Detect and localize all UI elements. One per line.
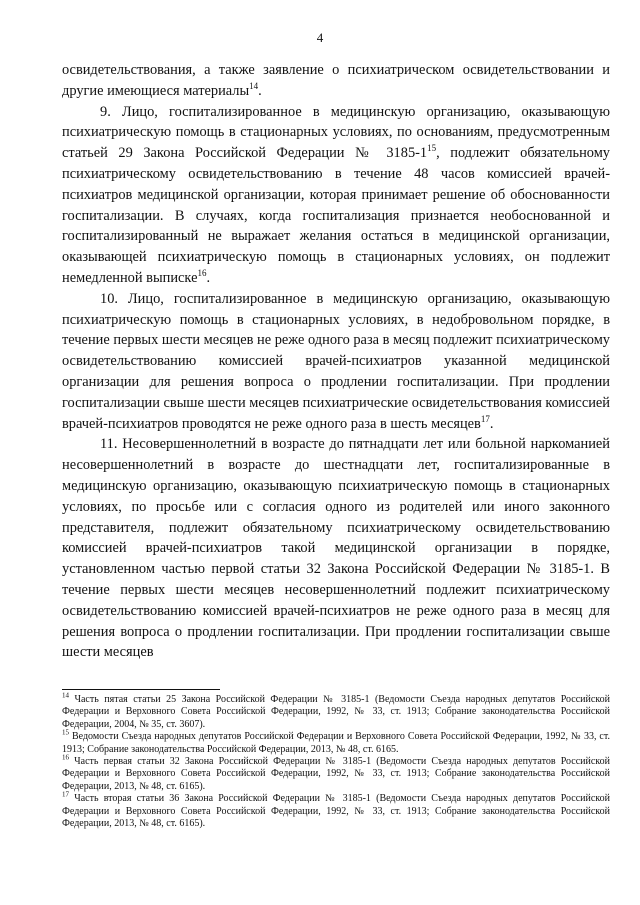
paragraph-10	[62, 289, 610, 435]
paragraph-11	[62, 434, 610, 663]
footnote-16	[62, 753, 610, 793]
footnote-ref-15: 15	[427, 143, 437, 154]
paragraph-text-middle: , подлежит обязательному психиатрическому освидетельствованию в течение 48 часов комиссией врачей-психиатров медицинской организации, которая принимает решение об обоснованности госпитализации. В случаях, когда госпитализация признается необоснованной и госпитализированный не выражает желания остаться в медицинской организации, оказывающей психиатрическую помощь в стационарных условиях, он подлежит немедленной выписке	[62, 145, 610, 286]
footnote-number: 17	[62, 790, 69, 799]
footnote-text: Часть вторая статьи 36 Закона Российской Федерации № 3185-1 (Ведомости Съезда народных депутатов Российской Федерации и Верховного Совета Российской Федерации, 1992, № 33, ст. 1913; Собрание законодательства Российской Федерации, 2013, № 48, ст. 6165).	[62, 793, 610, 830]
footnote-divider	[62, 689, 220, 690]
paragraph-continuation	[62, 60, 610, 102]
footnote-number: 16	[62, 753, 69, 762]
footnote-14	[62, 691, 610, 731]
footnote-number: 15	[62, 728, 69, 737]
footnotes	[62, 691, 610, 830]
footnote-ref-17: 17	[480, 413, 490, 424]
document-body	[62, 60, 610, 663]
footnote-text: Ведомости Съезда народных депутатов Российской Федерации и Верховного Совета Российской Федерации, 1992, № 33, ст. 1913; Собрание законодательства Российской Федерации, 2013, № 48, ст. 6165.	[62, 731, 610, 755]
paragraph-end: .	[206, 269, 211, 286]
paragraph-text: 9. Лицо, госпитализированное в медицинскую организацию, оказывающую психиатрическую помощь в стационарных условиях, по основаниям, предусмотренным статьей 29 Закона Российской Федерации № 3185-1	[62, 103, 610, 162]
footnote-17	[62, 790, 610, 830]
footnote-number: 14	[62, 691, 69, 700]
footnote-ref-14: 14	[249, 81, 259, 91]
paragraph-9	[62, 102, 610, 289]
footnote-text: Часть первая статьи 32 Закона Российской Федерации № 3185-1 (Ведомости Съезда народных депутатов Российской Федерации и Верховного Совета Российской Федерации, 1992, № 33, ст. 1913; Собрание законодательства Российской Федерации, 2013, № 48, ст. 6165).	[62, 756, 610, 792]
paragraph-text: освидетельствования, а также заявление о психиатрическом освидетельствовании и другие имеющиеся материалы	[62, 62, 610, 99]
footnote-text: Часть пятая статьи 25 Закона Российской Федерации № 3185-1 (Ведомости Съезда народных депутатов Российской Федерации и Верховного Совета Российской Федерации, 1992, № 33, ст. 1913; Собрание законодательства Российской Федерации, 2004, № 35, ст. 3607).	[62, 694, 610, 730]
paragraph-end: .	[489, 415, 494, 432]
paragraph-end: .	[258, 82, 262, 99]
page-number: 4	[316, 30, 324, 45]
paragraph-text: 11. Несовершеннолетний в возрасте до пятнадцати лет или больной наркоманией несовершеннолетний в возрасте до шестнадцати лет, госпитализированные в медицинскую организацию, оказывающую психиатрическую помощь в стационарных условиях, по просьбе или с согласия одного из родителей или иного законного представителя, подлежит обязательному психиатрическому освидетельствованию комиссией врачей-психиатров такой медицинской организации в порядке, установленном частью первой статьи 32 Закона Российской Федерации № 3185-1. В течение первых шести месяцев несовершеннолетний подлежит психиатрическому освидетельствованию комиссией врачей-психиатров не реже одного раза в месяц для решения вопроса о продлении госпитализации. При продлении госпитализации свыше шести месяцев	[62, 436, 610, 661]
footnote-15	[62, 728, 610, 756]
paragraph-text: 10. Лицо, госпитализированное в медицинскую организацию, оказывающую психиатрическую помощь в стационарных условиях, в недобровольном порядке, в течение первых шести месяцев не реже одного раза в месяц подлежит психиатрическому освидетельствованию комиссией врачей-психиатров указанной медицинской организации для решения вопроса о продлении госпитализации. При продлении госпитализации свыше шести месяцев психиатрические освидетельствования комиссией врачей-психиатров проводятся не реже одного раза в шесть месяцев	[62, 290, 610, 432]
footnote-ref-16: 16	[197, 268, 207, 279]
